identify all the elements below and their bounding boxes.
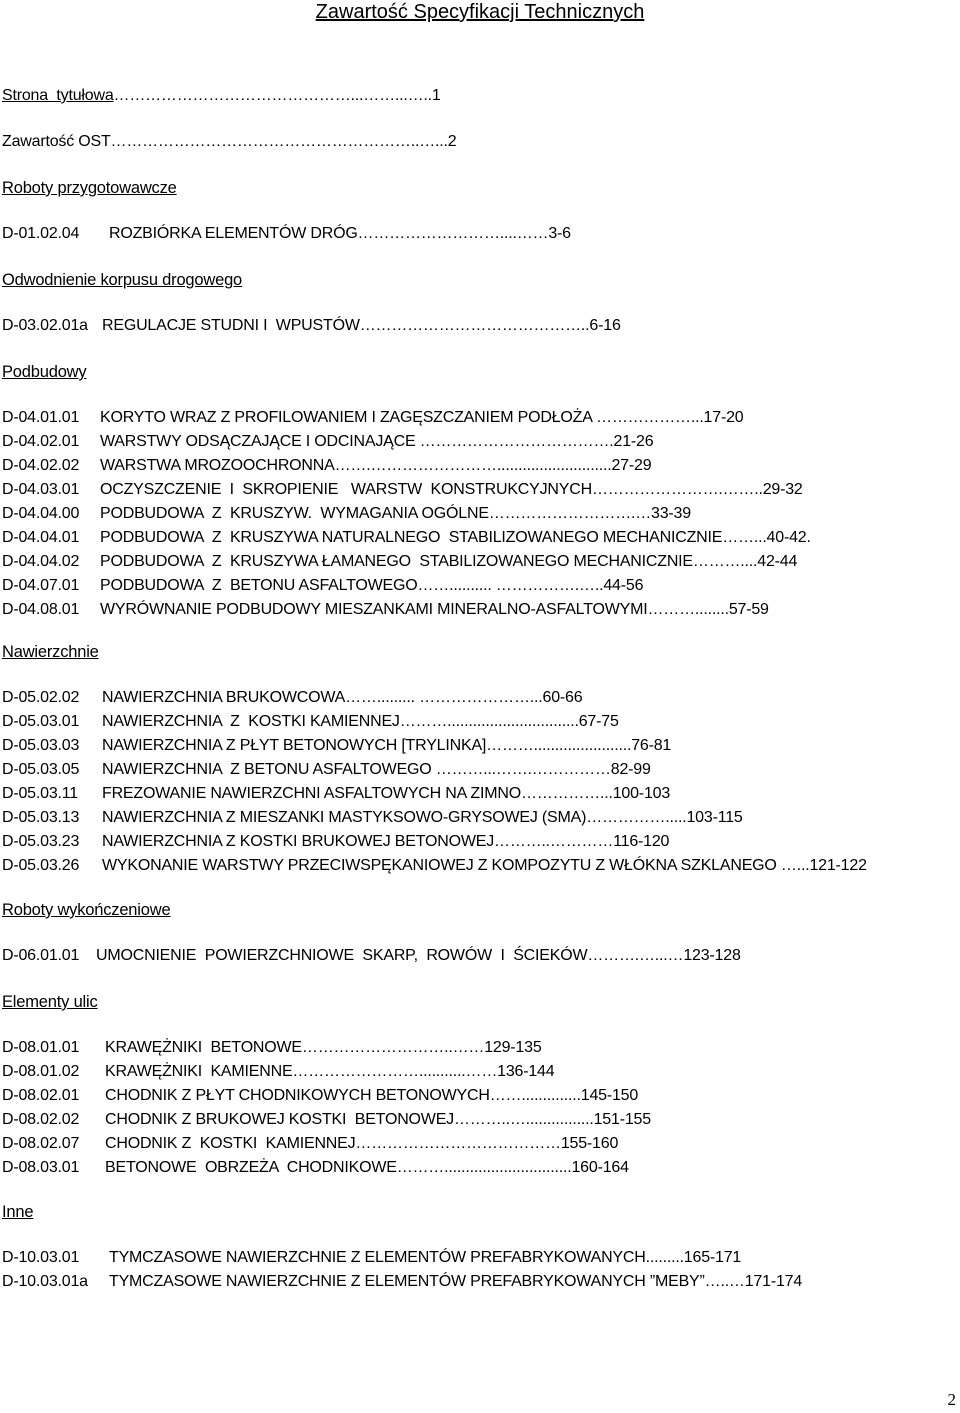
section-heading-text: Elementy ulic: [2, 993, 98, 1011]
toc-entry: [2, 528, 811, 548]
section-heading: [2, 178, 177, 198]
spec-code: D-04.01.01: [2, 409, 80, 426]
spec-title: NAWIERZCHNIA Z KOSTKI KAMIENNEJ………...............................67-75: [102, 713, 619, 730]
spec-code: D-04.04.01: [2, 529, 80, 546]
spec-code: D-05.03.03: [2, 737, 80, 754]
spec-title: CHODNIK Z KOSTKI KAMIENNEJ…………………………………155-160: [105, 1135, 619, 1152]
spec-title: PODBUDOWA Z BETONU ASFALTOWEGO…….......... …………….…..44-56: [100, 577, 644, 594]
toc-entry: [2, 432, 653, 452]
toc-entry: [2, 832, 669, 852]
toc-entry: [2, 600, 769, 620]
toc-entry: [2, 1248, 741, 1268]
toc-entry: [2, 856, 867, 876]
spec-code: D-04.02.02: [2, 457, 80, 474]
toc-entry: [2, 1134, 618, 1154]
spec-title: WYKONANIE WARSTWY PRZECIWSPĘKANIOWEJ Z KOMPOZYTU Z WŁÓKNA SZKLANEGO …...121-122: [102, 857, 867, 874]
spec-code: D-04.04.00: [2, 505, 80, 522]
toc-entry: [2, 316, 621, 336]
section-heading: [2, 900, 170, 920]
spec-title: CHODNIK Z BRUKOWEJ KOSTKI BETONOWEJ………..…................151-155: [105, 1111, 651, 1128]
spec-title: Zawartość OST…………………………………………………..…...2: [2, 133, 457, 150]
title-text: Zawartość Specyfikacji Technicznych: [315, 1, 645, 23]
spec-title: PODBUDOWA Z KRUSZYWA ŁAMANEGO STABILIZOWANEGO MECHANICZNIE………....42-44: [100, 553, 798, 570]
spec-code: D-04.03.01: [2, 481, 80, 498]
spec-code: D-08.01.01: [2, 1039, 80, 1056]
toc-entry: [2, 480, 803, 500]
spec-code: D-08.02.02: [2, 1111, 80, 1128]
spec-code: D-06.01.01: [2, 947, 80, 964]
spec-title: WARSTWA MROZOOCHRONNA…….……………………...........................27-29: [100, 457, 652, 474]
spec-title: KORYTO WRAZ Z PROFILOWANIEM I ZAGĘSZCZANIEM PODŁOŻA ………………...17-20: [100, 409, 744, 426]
spec-title: REGULACJE STUDNI I WPUSTÓW……………………………………..6-16: [102, 317, 621, 334]
spec-code: D-08.01.02: [2, 1063, 80, 1080]
spec-code: D-05.03.01: [2, 713, 80, 730]
toc-entry: [2, 132, 456, 152]
spec-title: NAWIERZCHNIA Z KOSTKI BRUKOWEJ BETONOWEJ………..…………116-120: [102, 833, 670, 850]
spec-code: D-05.02.02: [2, 689, 80, 706]
spec-title: KRAWĘŻNIKI BETONOWE………………………..……129-135: [105, 1039, 542, 1056]
section-heading-text: Roboty przygotowawcze: [2, 179, 177, 197]
spec-title: ROZBIÓRKA ELEMENTÓW DRÓG………………………....……3-6: [109, 225, 571, 242]
toc-entry: [2, 1272, 802, 1292]
section-heading-text: Odwodnienie korpusu drogowego: [2, 271, 243, 289]
section-heading: [2, 362, 86, 382]
spec-code: D-03.02.01a: [2, 317, 88, 334]
section-heading-text: Nawierzchnie: [2, 643, 99, 661]
spec-title: WARSTWY ODSĄCZAJĄCE I ODCINAJĄCE ……………………………….21-26: [100, 433, 654, 450]
toc-entry: [2, 1086, 638, 1106]
section-heading-text: Podbudowy: [2, 363, 87, 381]
spec-title: NAWIERZCHNIA BRUKOWCOWA……......... …………………...60-66: [102, 689, 583, 706]
toc-entry: [2, 504, 691, 524]
spec-code: D-04.04.02: [2, 553, 80, 570]
spec-title: TYMCZASOWE NAWIERZCHNIE Z ELEMENTÓW PREFABRYKOWANYCH.........165-171: [109, 1249, 742, 1266]
section-heading: [2, 642, 99, 662]
spec-code: D-10.03.01a: [2, 1273, 88, 1290]
spec-title: CHODNIK Z PŁYT CHODNIKOWYCH BETONOWYCH……..............145-150: [105, 1087, 639, 1104]
spec-title: Strona tytułowa………………………………………...……...…..1: [2, 87, 441, 104]
spec-code: D-08.02.01: [2, 1087, 80, 1104]
spec-title: WYRÓWNANIE PODBUDOWY MIESZANKAMI MINERALNO-ASFALTOWYMI………........57-59: [100, 601, 769, 618]
toc-entry: [2, 1038, 542, 1058]
spec-code: D-04.08.01: [2, 601, 80, 618]
spec-code: D-08.03.01: [2, 1159, 80, 1176]
toc-entry: [2, 688, 582, 708]
spec-code: D-05.03.13: [2, 809, 80, 826]
spec-code: D-08.02.07: [2, 1135, 80, 1152]
spec-title: FREZOWANIE NAWIERZCHNI ASFALTOWYCH NA ZIMNO……………...100-103: [102, 785, 671, 802]
spec-title: OCZYSZCZENIE I SKROPIENIE WARSTW KONSTRUKCYJNYCH…………………….……..29-32: [100, 481, 803, 498]
spec-code: D-10.03.01: [2, 1249, 80, 1266]
toc-entry: [2, 224, 571, 244]
spec-code: D-05.03.05: [2, 761, 80, 778]
spec-title: KRAWĘŻNIKI KAMIENNE……………………...........……136-144: [105, 1063, 555, 1080]
spec-code: D-04.02.01: [2, 433, 80, 450]
spec-title: TYMCZASOWE NAWIERZCHNIE Z ELEMENTÓW PREFABRYKOWANYCH ”MEBY”…..…171-174: [109, 1273, 803, 1290]
spec-code: D-05.03.11: [2, 785, 78, 802]
toc-entry: [2, 86, 441, 106]
toc-entry: [2, 552, 797, 572]
toc-entry: [2, 736, 671, 756]
toc-entry: [2, 1110, 651, 1130]
spec-title: UMOCNIENIE POWIERZCHNIOWE SKARP, ROWÓW I ŚCIEKÓW……….…...…123-128: [96, 947, 741, 964]
spec-title: PODBUDOWA Z KRUSZYW. WYMAGANIA OGÓLNE……………………….…33-39: [100, 505, 691, 522]
section-heading-text: Inne: [2, 1203, 34, 1221]
spec-code: D-04.07.01: [2, 577, 80, 594]
spec-title: NAWIERZCHNIA Z BETONU ASFALTOWEGO ………...…….……………82-99: [102, 761, 651, 778]
section-heading-text: Roboty wykończeniowe: [2, 901, 171, 919]
spec-title: PODBUDOWA Z KRUSZYWA NATURALNEGO STABILIZOWANEGO MECHANICZNIE……...40-42.: [100, 529, 811, 546]
toc-entry: [2, 760, 651, 780]
toc-entry: [2, 456, 651, 476]
spec-code: D-01.02.04: [2, 225, 80, 242]
toc-entry: [2, 946, 741, 966]
spec-code: D-05.03.26: [2, 857, 80, 874]
toc-entry: [2, 1062, 554, 1082]
toc-entry: [2, 712, 619, 732]
document-title: [0, 0, 960, 24]
toc-entry: [2, 408, 743, 428]
spec-title: NAWIERZCHNIA Z PŁYT BETONOWYCH [TRYLINKA]……….......................76-81: [102, 737, 672, 754]
spec-code: D-05.03.23: [2, 833, 80, 850]
spec-title: NAWIERZCHNIA Z MIESZANKI MASTYKSOWO-GRYSOWEJ (SMA)…………….....103-115: [102, 809, 743, 826]
toc-entry: [2, 576, 643, 596]
toc-entry: [2, 808, 743, 828]
section-heading: [2, 1202, 33, 1222]
section-heading: [2, 992, 98, 1012]
toc-entry: [2, 1158, 629, 1178]
spec-title: BETONOWE OBRZEŻA CHODNIKOWE………..............................160-164: [105, 1159, 629, 1176]
toc-entry: [2, 784, 670, 804]
page-number: 2: [947, 1390, 956, 1409]
section-heading: [2, 270, 242, 290]
